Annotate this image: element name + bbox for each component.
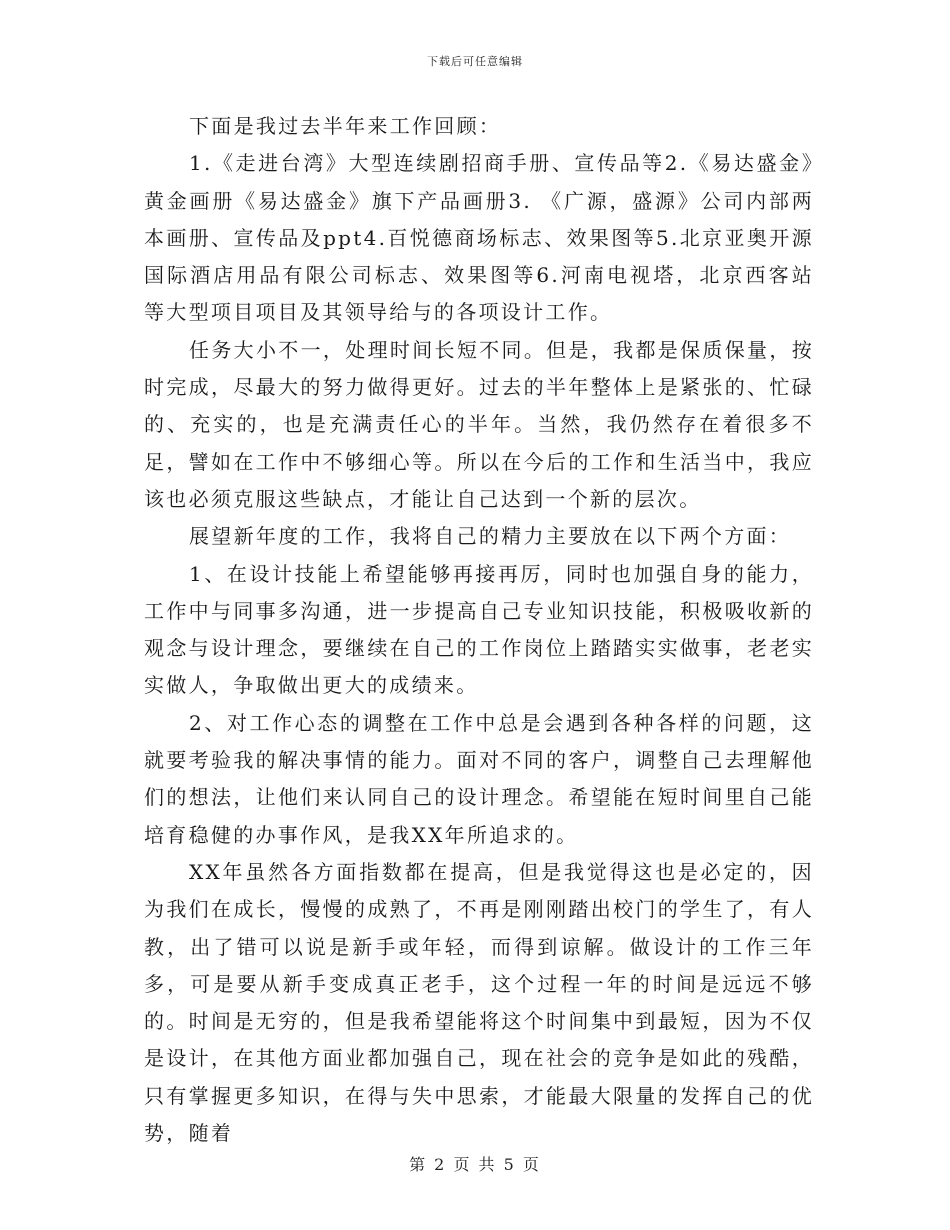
paragraph-project-list: 1.《走进台湾》大型连续剧招商手册、宣传品等2.《易达盛金》黄金画册《易达盛金》旗下产品画册3. 《广源，盛源》公司内部两本画册、宣传品及ppt4.百悦德商场标志、效果图等5.北京亚奥开源国际酒店用品有限公司标志、效果图等6.河南电视塔，北京西客站等大型项目项目及其领导给与的各项设计工作。 (144, 151, 814, 325)
paragraph-point-2: 2、对工作心态的调整在工作中总是会遇到各种各样的问题，这就要考验我的解决事情的能力。面对不同的客户，调整自己去理解他们的想法，让他们来认同自己的设计理念。希望能在短时间里自己能培育稳健的办事作风，是我XX年所追求的。 (144, 710, 814, 847)
paragraph-outlook: 展望新年度的工作，我将自己的精力主要放在以下两个方面： (189, 524, 792, 549)
paragraph-task-summary: 任务大小不一，处理时间长短不同。但是，我都是保质保量，按时完成，尽最大的努力做得更好。过去的半年整体上是紧张的、忙碌的、充实的，也是充满责任心的半年。当然，我仍然存在着很多不足，譬如在工作中不够细心等。所以在今后的工作和生活当中，我应该也必须克服这些缺点，才能让自己达到一个新的层次。 (144, 337, 814, 511)
page-number: 第 2 页 共 5 页 (409, 1155, 541, 1174)
paragraph-growth: XX年虽然各方面指数都在提高，但是我觉得这也是必定的，因为我们在成长，慢慢的成熟了，不再是刚刚踏出校门的学生了，有人教，出了错可以说是新手或年轻，而得到谅解。做设计的工作三年多，可是要从新手变成真正老手，这个过程一年的时间是远远不够的。时间是无穷的，但是我希望能将这个时间集中到最短，因为不仅是设计，在其他方面业都加强自己，现在社会的竞争是如此的残酷，只有掌握更多知识，在得与失中思索，才能最大限量的发挥自己的优势，随着 (144, 859, 814, 1146)
page-header: 下载后可任意编辑 (427, 55, 523, 68)
page-footer (0, 1152, 950, 1175)
paragraph-intro: 下面是我过去半年来工作回顾： (189, 114, 502, 138)
document-body (144, 108, 814, 1152)
paragraph-point-1: 1、在设计技能上希望能够再接再厉，同时也加强自身的能力，工作中与同事多沟通，进一步提高自己专业知识技能，积极吸收新的观念与设计理念，要继续在自己的工作岗位上踏踏实实做事，老老实实做人，争取做出更大的成绩来。 (144, 561, 814, 698)
